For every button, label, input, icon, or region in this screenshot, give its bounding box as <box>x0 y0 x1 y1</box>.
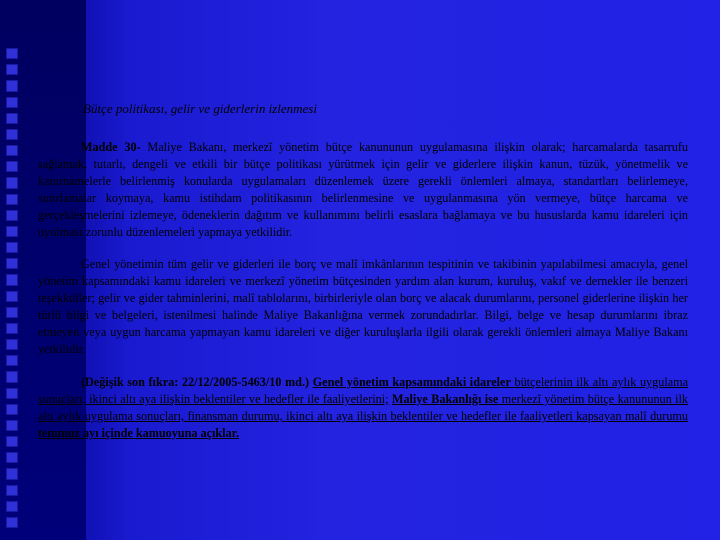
article-label: Madde 30- <box>81 140 141 154</box>
paragraph-article-30 <box>38 139 688 241</box>
amendment-note: (Değişik son fıkra: 22/12/2005-5463/10 md.) <box>81 375 310 389</box>
underlined-bold-segment: Genel yönetim kapsamındaki idareler <box>312 375 511 389</box>
decorative-square-strip <box>6 48 18 528</box>
underlined-segment: merkezî yönetim bütçe kanununun ilk altı aylık uygulama sonuçları, finansman durumu, ikinci altı aya ilişkin beklentiler ve hedefler ile faaliyetleri kapsayan malî durumu <box>38 392 689 423</box>
section-heading: Bütçe politikası, gelir ve giderlerin izlenmesi <box>83 101 317 116</box>
paragraph-body: Genel yönetimin tüm gelir ve giderleri ile borç ve malî imkânlarının tespitinin ve takibinin yapılabilmesi amacıyla, genel yönetim kapsamındaki kamu idareleri ve merkezî yönetim bütçesinden yardım alan kurum, kuruluş, vakıf ve dernekler ile benzeri teşekküller; gelir ve gider tahminlerini, malî tablolarını, birbirleriyle olan borç ve alacak durumlarını, personel giderlerine ilişkin her türlü bilgi ve belgeleri, istenilmesi halinde Maliye Bakanlığına vermek zorundadırlar. Bilgi, belge ve hesap durumlarını ibraz etmeyen veya uygun harcama yapmayan kamu idareleri ve diğer kuruluşlarla ilgili olarak gerekli önlemleri almaya Maliye Bakanı yetkilidir. <box>38 257 688 356</box>
underlined-segment: bütçelerinin ilk altı aylık uygulama sonuçları, ikinci altı aya ilişkin beklentiler ve hedefler ile faaliyetlerini; <box>38 375 689 406</box>
underlined-bold-segment: temmuz ayı içinde kamuoyuna açıklar. <box>38 426 239 440</box>
paragraph-general-government <box>38 256 688 358</box>
underlined-bold-segment: Maliye Bakanlığı ise <box>391 392 499 406</box>
article-body: Maliye Bakanı, merkezî yönetim bütçe kanununun uygulamasına ilişkin olarak; harcamalarda tasarrufu sağlamak, tutarlı, dengeli ve etkili bir bütçe politikası yürütmek için gelir ve giderlere ilişkin kanun, tüzük, yönetmelik ve kararnamelerle belirlenmiş konularda uygulamaları düzenlemek üzere gerekli önlemleri almaya, standartları belirlemeye, sınırlamalar koymaya, kamu istihdam politikasının belirlenmesine ve uygulanmasına yön vermeye, bütçe harcama ve gerçekleşmelerini izlemeye, ödeneklerin dağıtım ve kullanımını belirli esaslara bağlamaya ve bu hususlarda kamu idareleri için uyulması zorunlu düzenlemeleri yapmaya yetkilidir. <box>38 140 688 239</box>
paragraph-amendment <box>38 374 688 442</box>
